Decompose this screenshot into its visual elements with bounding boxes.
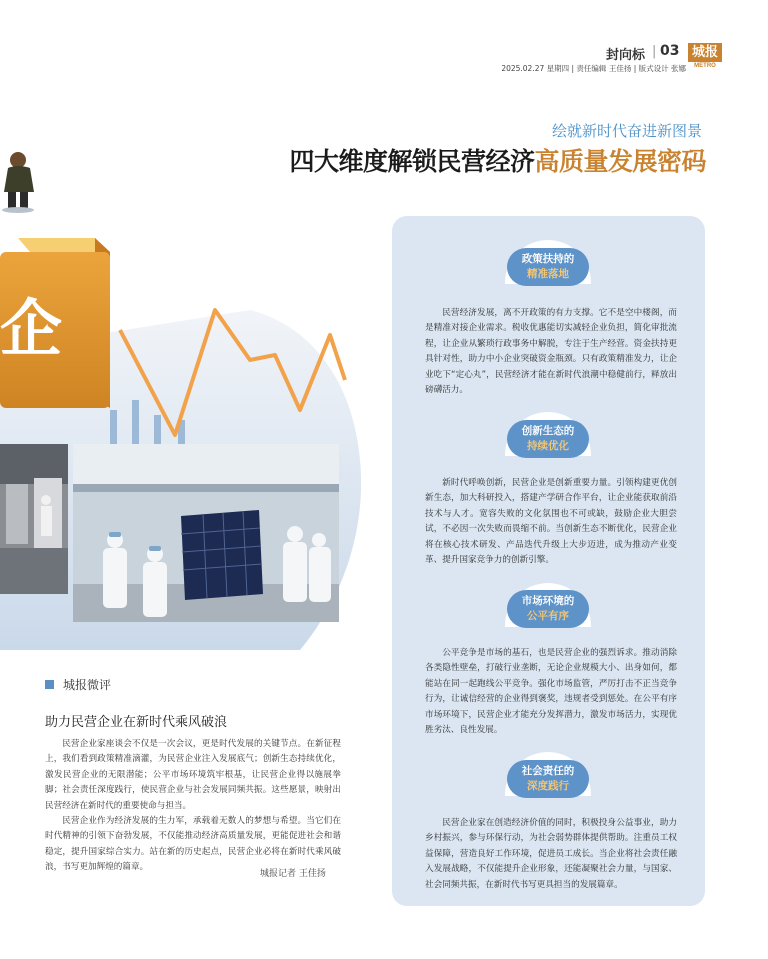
header-divider: | xyxy=(652,44,657,59)
badge-line-1: 市场环境的 xyxy=(521,595,575,607)
column-marker xyxy=(45,680,54,689)
section-badge xyxy=(507,760,589,798)
headline-black: 四大维度解锁民营经济 xyxy=(289,147,535,176)
badge-line-1: 政策扶持的 xyxy=(521,253,575,265)
badge-line-2: 深度践行 xyxy=(527,780,569,792)
section-badge xyxy=(507,248,589,286)
byline: 城报记者 王佳扬 xyxy=(260,869,326,879)
headline-orange: 高质量发展密码 xyxy=(534,147,706,176)
section-name: 封向标 xyxy=(606,48,646,63)
column-label: 城报微评 xyxy=(63,678,112,692)
newspaper-logo: 城报 xyxy=(688,43,722,62)
section-text xyxy=(425,816,677,893)
cube-character: 企 xyxy=(0,292,63,365)
badge-line-2: 持续优化 xyxy=(527,440,569,452)
editorial-paragraph: 民营企业家座谈会不仅是一次会议，更是时代发展的关键节点。在新征程上，我们看到政策精准滴灌，为民营企业注入发展底气；创新生态持续优化，激发民营企业的无限潜能；公平市场环境筑牢根基，让民营企业得以施展拳脚；社会责任深度践行，使民营企业与社会发展同频共振。这些愿景，映射出民营经济在新时代的重要使命与担当。 xyxy=(45,739,341,811)
section-paragraph: 民营企业家在创造经济价值的同时，积极投身公益事业，助力乡村振兴，参与环保行动，为社会弱势群体提供帮助。注重员工权益保障，营造良好工作环境，促进员工成长。当企业将社会责任融入发展战略，不仅能提升企业形象，还能凝聚社会力量，与国家、社会同频共振，在新时代书写更具担当的发展篇章。 xyxy=(425,818,677,890)
badge-line-2: 精准落地 xyxy=(527,268,569,280)
section-paragraph: 民营经济发展，离不开政策的有力支撑。它不是空中楼阁，而是精准对接企业需求。税收优惠能切实减轻企业负担，简化审批流程，让企业从繁琐行政事务中解脱，专注于生产经营。资金扶持更具针对性，助力中小企业突破资金瓶颈。只有政策精准发力，让企业吃下“定心丸”，民营经济才能在新时代浪潮中稳健前行，释放出磅礴活力。 xyxy=(425,308,677,396)
factory-photo xyxy=(0,444,68,594)
section-badge xyxy=(507,420,589,458)
page-number: 03 xyxy=(660,43,680,59)
editorial-paragraph: 民营企业作为经济发展的生力军，承载着无数人的梦想与希望。当它们在时代精神的引领下奋勃发展，不仅能推动经济高质量发展，更能促进社会和谐稳定，提升国家综合实力。站在新的历史起点，民营企业必将在新时代乘风破浪，书写更加辉煌的篇章。 xyxy=(45,816,341,873)
section-text xyxy=(425,476,677,568)
issue-meta: 2025.02.27 星期四 | 责任编辑 王佳扬 | 版式设计 张娜 xyxy=(501,64,686,73)
businessman-figure xyxy=(2,152,34,213)
solar-panel-photo xyxy=(73,444,339,622)
section-badge xyxy=(507,590,589,628)
editorial-title: 助力民营企业在新时代乘风破浪 xyxy=(45,715,228,730)
section-paragraph: 新时代呼唤创新，民营企业是创新重要力量。引领构建更优创新生态，加大科研投入，搭建产学研合作平台，让企业能获取前沿技术与人才。宽容失败的文化氛围也不可或缺，鼓励企业大胆尝试，不必因一次失败而畏缩不前。当创新生态不断优化，民营企业将在核心技术研发、产品迭代升级上大步迈进，成为推动产业变革、提升国家竞争力的创新引擎。 xyxy=(425,478,677,566)
section-text xyxy=(425,646,677,738)
editorial-body xyxy=(45,737,341,876)
badge-line-1: 创新生态的 xyxy=(521,425,575,437)
badge-line-1: 社会责任的 xyxy=(521,765,575,777)
article-kicker: 绘就新时代奋进新图景 xyxy=(551,122,702,140)
newspaper-logo-en: METRO xyxy=(694,63,716,69)
section-paragraph: 公平竞争是市场的基石，也是民营企业的强烈诉求。推动消除各类隐性壁垒，打破行业垄断，无论企业规模大小、出身如何，都能站在同一起跑线公平竞争。强化市场监管，严厉打击不正当竞争行为，让诚信经营的企业得到褒奖，违规者受到惩处。在公平有序市场环境下，民营企业才能充分发挥潜力，激发市场活力，实现优胜劣汰、良性发展。 xyxy=(425,648,677,736)
section-text xyxy=(425,306,677,398)
badge-line-2: 公平有序 xyxy=(527,610,569,622)
